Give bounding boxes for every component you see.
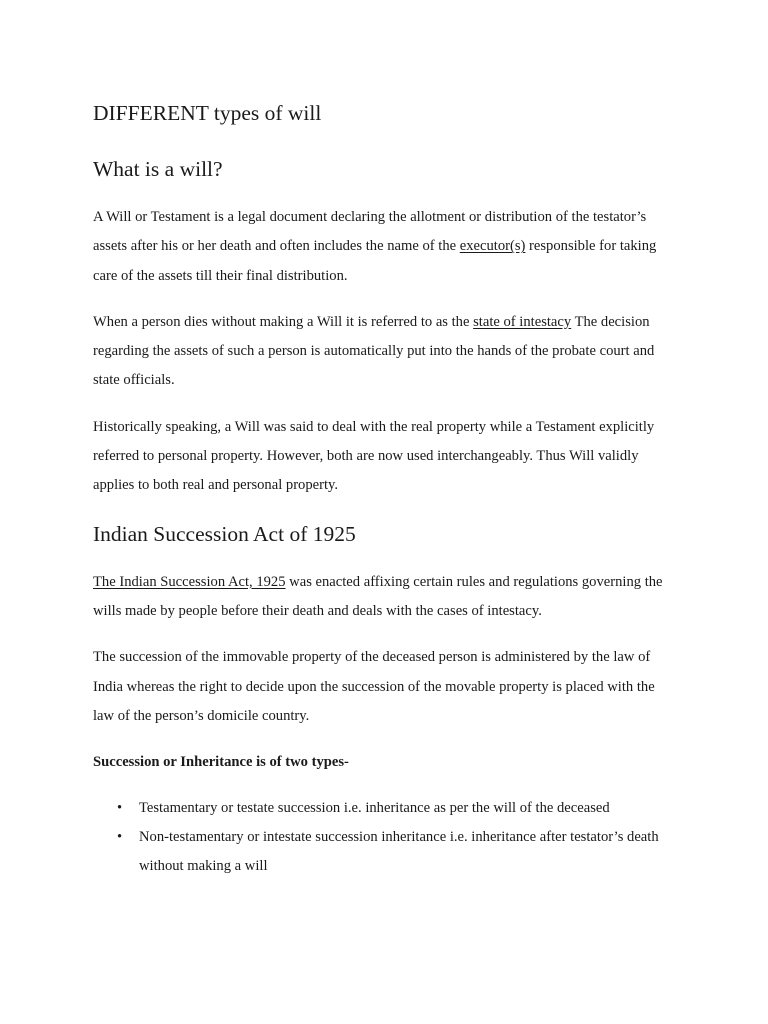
list-item-text: Testamentary or testate succession i.e. inheritance as per the will of the deceased [139, 800, 610, 817]
paragraph-text: When a person dies without making a Will it is referred to as the [93, 313, 474, 330]
paragraph-text: was enacted affixing certain rules and regulations governing the wills made by people before their death and deals with the cases of intestacy. [93, 573, 663, 619]
section-heading-indian-succession-act: Indian Succession Act of 1925 [93, 521, 356, 546]
list-item [117, 794, 678, 823]
bullet-icon: • [117, 800, 123, 817]
paragraph-act-enactment [93, 568, 678, 627]
list-item [117, 823, 678, 881]
bullet-icon: • [117, 829, 123, 846]
paragraph-property-law: The succession of the immovable property of the deceased person is administered by the law of India whereas the right to decide upon the succession of the movable property is placed with the law of the person’s domicile country. [93, 649, 655, 724]
succession-types-heading: Succession or Inheritance is of two types- [93, 754, 349, 771]
paragraph-text: The decision regarding the assets of such a person is automatically put into the hands of the probate court and state officials. [93, 313, 655, 389]
executors-link[interactable]: executor(s) [459, 238, 526, 255]
paragraph-intestacy [93, 308, 678, 396]
paragraph-text: responsible for taking care of the assets till their final distribution. [93, 238, 657, 284]
succession-types-list [93, 794, 678, 881]
document-body [93, 99, 678, 881]
document-title: DIFFERENT types of will [93, 101, 322, 125]
section-heading-what-is-a-will: What is a will? [93, 157, 223, 181]
paragraph-text: A Will or Testament is a legal document declaring the allotment or distribution of the testator’s assets after his or her death and often includes the name of the [93, 209, 647, 255]
state-of-intestacy-link[interactable]: state of intestacy [473, 313, 572, 330]
indian-succession-act-link[interactable]: The Indian Succession Act, 1925 [93, 573, 286, 590]
paragraph-will-definition [93, 203, 678, 291]
paragraph-history: Historically speaking, a Will was said to deal with the real property while a Testament explicitly referred to personal property. However, both are now used interchangeably. Thus Will validly applies to both real and personal property. [93, 418, 655, 494]
list-item-text: Non-testamentary or intestate succession inheritance i.e. inheritance after testator’s death without making a will [139, 829, 659, 875]
